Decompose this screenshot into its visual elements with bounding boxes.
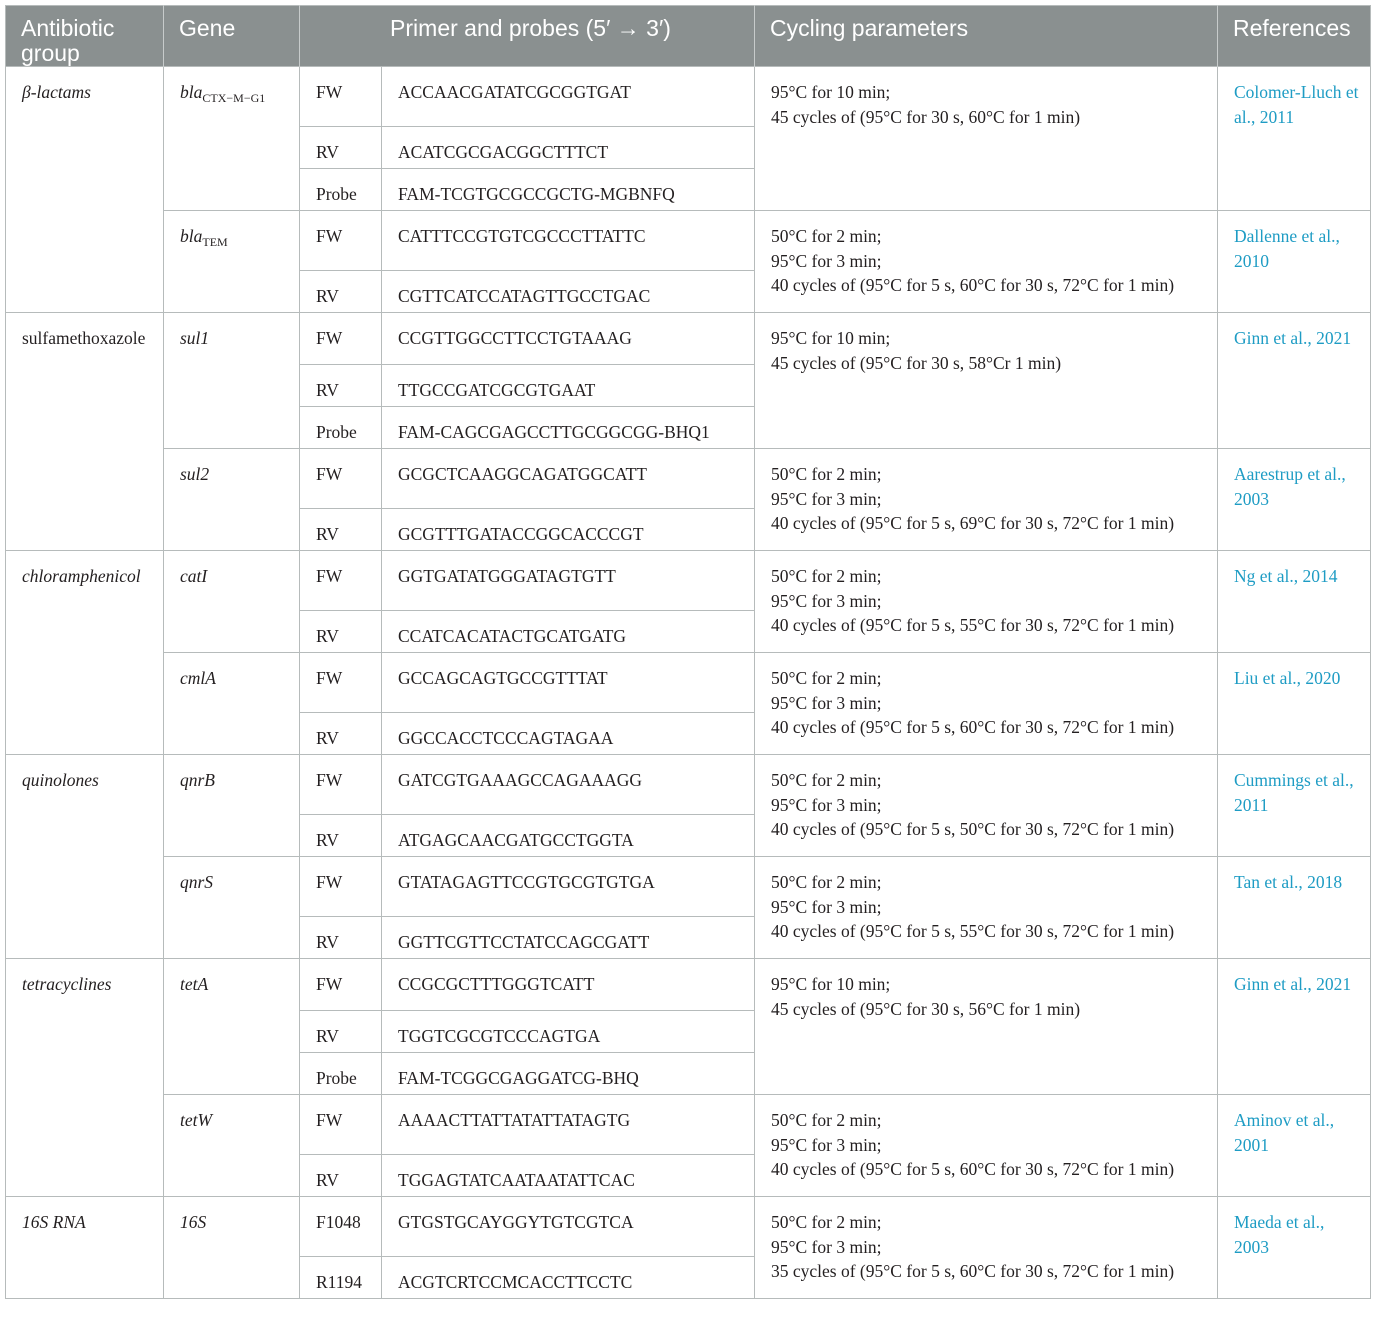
gene-cell	[164, 1197, 300, 1299]
cycling-line: 95°C for 3 min;	[771, 488, 882, 509]
primer-sequence: FAM-CAGCGAGCCTTGCGGCGG-BHQ1	[382, 407, 755, 449]
gene-name: bla	[180, 226, 203, 246]
gene-cell	[164, 449, 300, 551]
gene-cell	[164, 313, 300, 449]
primer-sequence: GGTTCGTTCCTATCCAGCGATT	[382, 917, 755, 959]
cycling-line: 40 cycles of (95°C for 5 s, 60°C for 30 s, 72°C for 1 min)	[771, 275, 1175, 295]
table-row	[6, 1095, 1371, 1155]
primer-sequence: FAM-TCGGCGAGGATCG-BHQ	[382, 1053, 755, 1095]
reference-text[interactable]: Ng et al., 2014	[1234, 566, 1338, 586]
cycling-parameters	[755, 449, 1218, 551]
reference-link[interactable]	[1218, 67, 1371, 211]
reference-link[interactable]	[1218, 551, 1371, 653]
reference-text[interactable]: Cummings et al., 2011	[1234, 770, 1354, 815]
table-row	[6, 551, 1371, 611]
primer-type: R1194	[300, 1257, 382, 1299]
primer-type: FW	[300, 959, 382, 1011]
gene-cell	[164, 857, 300, 959]
table-row	[6, 755, 1371, 815]
primer-sequence: TGGTCGCGTCCCAGTGA	[382, 1011, 755, 1053]
primer-sequence: GGCCACCTCCCAGTAGAA	[382, 713, 755, 755]
cycling-line: 95°C for 10 min;	[771, 974, 891, 994]
table-row	[6, 653, 1371, 713]
cycling-parameters	[755, 211, 1218, 313]
primer-type: FW	[300, 755, 382, 815]
cycling-line: 95°C for 3 min;	[771, 692, 882, 713]
primer-type: F1048	[300, 1197, 382, 1257]
cycling-parameters	[755, 551, 1218, 653]
reference-text[interactable]: Tan et al., 2018	[1234, 872, 1343, 892]
reference-text[interactable]: Aminov et al., 2001	[1234, 1110, 1335, 1155]
antibiotic-group-cell: β-lactams	[6, 67, 164, 313]
reference-text[interactable]: Dallenne et al., 2010	[1234, 226, 1340, 271]
primer-sequence: GTGSTGCAYGGYTGTCGTCA	[382, 1197, 755, 1257]
reference-link[interactable]	[1218, 1197, 1371, 1299]
reference-link[interactable]	[1218, 449, 1371, 551]
cycling-line: 95°C for 3 min;	[771, 1236, 882, 1257]
reference-text[interactable]: Liu et al., 2020	[1234, 668, 1341, 688]
table-body	[6, 67, 1371, 1299]
primer-sequence: GCCAGCAGTGCCGTTTAT	[382, 653, 755, 713]
primer-sequence: ACATCGCGACGGCTTTCT	[382, 127, 755, 169]
reference-text[interactable]: Ginn et al., 2021	[1234, 328, 1352, 348]
primer-sequence: CCATCACATACTGCATGATG	[382, 611, 755, 653]
cycling-line: 50°C for 2 min;	[771, 1110, 882, 1130]
primer-type: FW	[300, 67, 382, 127]
primer-type: FW	[300, 449, 382, 509]
primer-sequence: CGTTCATCCATAGTTGCCTGAC	[382, 271, 755, 313]
cycling-line: 40 cycles of (95°C for 5 s, 69°C for 30 s, 72°C for 1 min)	[771, 513, 1175, 533]
gene-cell	[164, 755, 300, 857]
primer-type: RV	[300, 611, 382, 653]
primer-type: RV	[300, 127, 382, 169]
cycling-parameters	[755, 1197, 1218, 1299]
cycling-line: 50°C for 2 min;	[771, 872, 882, 892]
cycling-line: 35 cycles of (95°C for 5 s, 60°C for 30 s, 72°C for 1 min)	[771, 1261, 1175, 1281]
primer-type: RV	[300, 365, 382, 407]
primer-type: RV	[300, 713, 382, 755]
table-row	[6, 211, 1371, 271]
table-row	[6, 857, 1371, 917]
gene-name: 16S	[180, 1212, 207, 1232]
primer-type: FW	[300, 551, 382, 611]
cycling-line: 50°C for 2 min;	[771, 770, 882, 790]
cycling-line: 40 cycles of (95°C for 5 s, 50°C for 30 s, 72°C for 1 min)	[771, 819, 1175, 839]
primer-sequence: GGTGATATGGGATAGTGTT	[382, 551, 755, 611]
reference-text[interactable]: Aarestrup et al., 2003	[1234, 464, 1346, 509]
header-antibiotic-group: Antibiotic group	[6, 6, 164, 67]
cycling-line: 50°C for 2 min;	[771, 668, 882, 688]
cycling-line: 40 cycles of (95°C for 5 s, 60°C for 30 s, 72°C for 1 min)	[771, 717, 1175, 737]
reference-link[interactable]	[1218, 1095, 1371, 1197]
gene-cell	[164, 67, 300, 211]
reference-text[interactable]: Colomer-Lluch et al., 2011	[1234, 82, 1359, 127]
primer-sequence: ATGAGCAACGATGCCTGGTA	[382, 815, 755, 857]
table-row	[6, 313, 1371, 365]
primer-type: Probe	[300, 169, 382, 211]
gene-cell	[164, 1095, 300, 1197]
cycling-line: 40 cycles of (95°C for 5 s, 55°C for 30 s, 72°C for 1 min)	[771, 921, 1175, 941]
primer-type: FW	[300, 1095, 382, 1155]
primer-type: RV	[300, 917, 382, 959]
primer-sequence: GCGTTTGATACCGGCACCCGT	[382, 509, 755, 551]
reference-link[interactable]	[1218, 653, 1371, 755]
reference-text[interactable]: Ginn et al., 2021	[1234, 974, 1352, 994]
antibiotic-group-cell: quinolones	[6, 755, 164, 959]
primer-sequence: TTGCCGATCGCGTGAAT	[382, 365, 755, 407]
cycling-line: 95°C for 10 min;	[771, 328, 891, 348]
primer-type: RV	[300, 815, 382, 857]
primer-table	[5, 5, 1371, 1299]
primer-type: RV	[300, 271, 382, 313]
antibiotic-group-cell: tetracyclines	[6, 959, 164, 1197]
cycling-line: 95°C for 10 min;	[771, 82, 891, 102]
cycling-parameters	[755, 755, 1218, 857]
gene-name: qnrS	[180, 872, 214, 892]
cycling-line: 50°C for 2 min;	[771, 1212, 882, 1232]
primer-sequence: CATTTCCGTGTCGCCCTTATTC	[382, 211, 755, 271]
cycling-parameters	[755, 1095, 1218, 1197]
primer-type: FW	[300, 857, 382, 917]
reference-link[interactable]	[1218, 959, 1371, 1095]
cycling-line: 40 cycles of (95°C for 5 s, 60°C for 30 s, 72°C for 1 min)	[771, 1159, 1175, 1179]
primer-sequence: GCGCTCAAGGCAGATGGCATT	[382, 449, 755, 509]
gene-name: sul1	[180, 328, 210, 348]
cycling-line: 45 cycles of (95°C for 30 s, 56°C for 1 min)	[771, 998, 1081, 1019]
gene-subscript: CTX−M−G1	[202, 91, 266, 105]
cycling-parameters	[755, 653, 1218, 755]
primer-sequence: ACGTCRTCCMCACCTTCCTC	[382, 1257, 755, 1299]
cycling-line: 45 cycles of (95°C for 30 s, 58°Cr 1 min)	[771, 352, 1062, 373]
table-row	[6, 1197, 1371, 1257]
primer-sequence: CCGCGCTTTGGGTCATT	[382, 959, 755, 1011]
primer-sequence: CCGTTGGCCTTCCTGTAAAG	[382, 313, 755, 365]
gene-name: tetW	[180, 1110, 213, 1130]
antibiotic-group-cell: chloramphenicol	[6, 551, 164, 755]
cycling-parameters	[755, 857, 1218, 959]
cycling-line: 50°C for 2 min;	[771, 226, 882, 246]
cycling-line: 95°C for 3 min;	[771, 896, 882, 917]
cycling-parameters	[755, 959, 1218, 1095]
primer-sequence: ACCAACGATATCGCGGTGAT	[382, 67, 755, 127]
primer-type: FW	[300, 653, 382, 713]
header-row	[6, 6, 1371, 67]
primer-type: Probe	[300, 407, 382, 449]
table-row	[6, 67, 1371, 127]
table-row	[6, 959, 1371, 1011]
primer-sequence: GATCGTGAAAGCCAGAAAGG	[382, 755, 755, 815]
cycling-parameters	[755, 313, 1218, 449]
header-cycling: Cycling parameters	[755, 6, 1218, 67]
primer-sequence: FAM-TCGTGCGCCGCTG-MGBNFQ	[382, 169, 755, 211]
reference-link[interactable]	[1218, 857, 1371, 959]
cycling-line: 95°C for 3 min;	[771, 250, 882, 271]
gene-name: cmlA	[180, 668, 216, 688]
primer-type: FW	[300, 313, 382, 365]
cycling-line: 50°C for 2 min;	[771, 566, 882, 586]
cycling-line: 95°C for 3 min;	[771, 794, 882, 815]
gene-cell	[164, 959, 300, 1095]
cycling-line: 45 cycles of (95°C for 30 s, 60°C for 1 min)	[771, 106, 1081, 127]
reference-link[interactable]	[1218, 313, 1371, 449]
antibiotic-group-cell: sulfamethoxazole	[6, 313, 164, 551]
primer-sequence: GTATAGAGTTCCGTGCGTGTGA	[382, 857, 755, 917]
gene-name: qnrB	[180, 770, 215, 790]
cycling-line: 50°C for 2 min;	[771, 464, 882, 484]
primer-type: FW	[300, 211, 382, 271]
gene-cell	[164, 653, 300, 755]
gene-name: sul2	[180, 464, 210, 484]
cycling-line: 95°C for 3 min;	[771, 1134, 882, 1155]
header-gene: Gene	[164, 6, 300, 67]
antibiotic-group-cell: 16S RNA	[6, 1197, 164, 1299]
gene-name: bla	[180, 82, 203, 102]
gene-name: catI	[180, 566, 208, 586]
primer-type: RV	[300, 1011, 382, 1053]
primer-sequence: TGGAGTATCAATAATATTCAC	[382, 1155, 755, 1197]
primer-type: Probe	[300, 1053, 382, 1095]
gene-name: tetA	[180, 974, 209, 994]
header-primers: Primer and probes (5′ → 3′)	[300, 6, 755, 67]
cycling-parameters	[755, 67, 1218, 211]
reference-link[interactable]	[1218, 755, 1371, 857]
primer-type: RV	[300, 1155, 382, 1197]
primer-type: RV	[300, 509, 382, 551]
cycling-line: 40 cycles of (95°C for 5 s, 55°C for 30 s, 72°C for 1 min)	[771, 615, 1175, 635]
gene-cell	[164, 211, 300, 313]
cycling-line: 95°C for 3 min;	[771, 590, 882, 611]
reference-text[interactable]: Maeda et al., 2003	[1234, 1212, 1325, 1257]
gene-subscript: TEM	[202, 235, 228, 249]
table-row	[6, 449, 1371, 509]
primer-sequence: AAAACTTATTATATTATAGTG	[382, 1095, 755, 1155]
reference-link[interactable]	[1218, 211, 1371, 313]
gene-cell	[164, 551, 300, 653]
header-references: References	[1218, 6, 1371, 67]
